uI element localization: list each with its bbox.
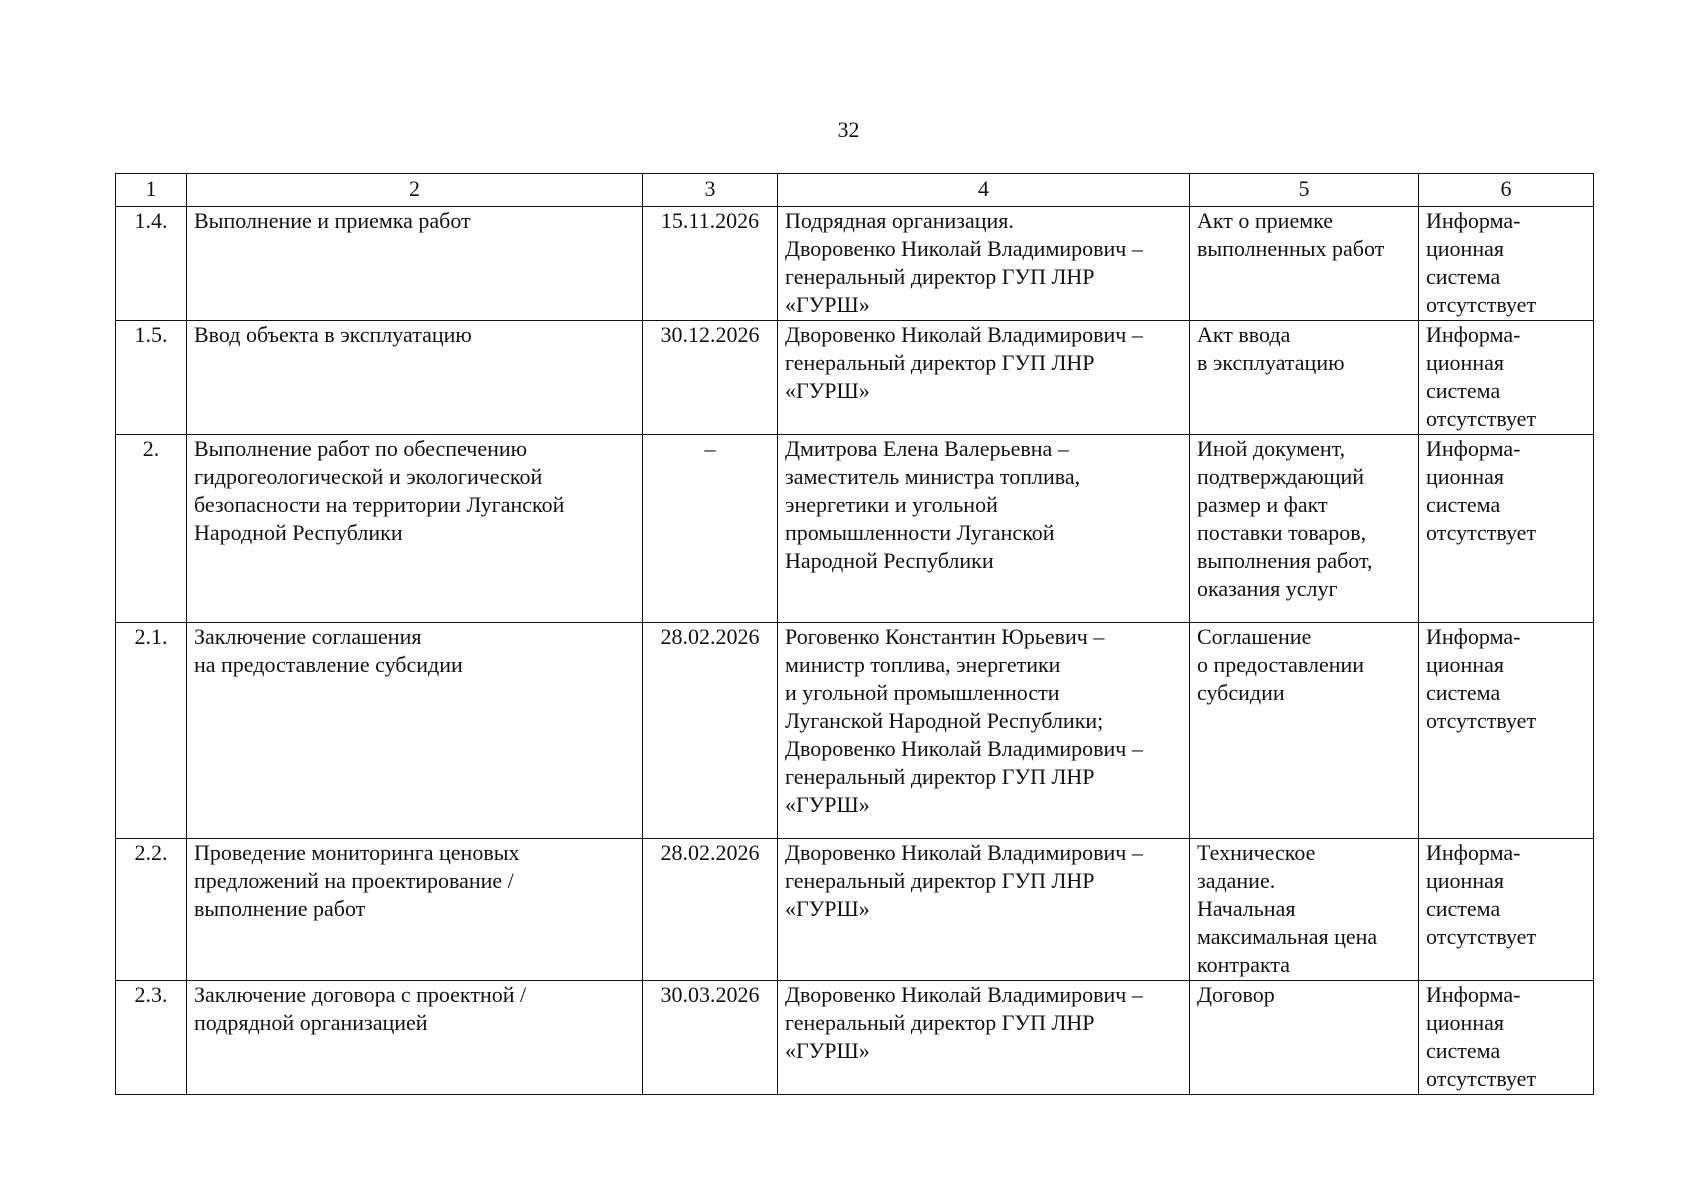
row-date: 30.03.2026	[643, 981, 778, 1095]
row-information-system: Информа- ционная система отсутствует	[1419, 623, 1594, 839]
row-event-name: Ввод объекта в эксплуатацию	[187, 321, 643, 435]
row-date: –	[643, 435, 778, 623]
row-number: 1.5.	[116, 321, 187, 435]
row-date: 28.02.2026	[643, 623, 778, 839]
row-event-name: Проведение мониторинга ценовых предложений на проектирование / выполнение работ	[187, 839, 643, 981]
row-document: Акт о приемке выполненных работ	[1190, 207, 1419, 321]
table-row	[116, 623, 1594, 839]
table-row	[116, 981, 1594, 1095]
row-date: 28.02.2026	[643, 839, 778, 981]
header-cell: 5	[1190, 174, 1419, 207]
header-cell: 3	[643, 174, 778, 207]
plan-table	[115, 173, 1594, 1095]
row-responsible: Дворовенко Николай Владимирович – генеральный директор ГУП ЛНР «ГУРШ»	[778, 839, 1190, 981]
row-date: 15.11.2026	[643, 207, 778, 321]
row-number: 2.	[116, 435, 187, 623]
table-row	[116, 435, 1594, 623]
row-document: Техническое задание. Начальная максимальная цена контракта	[1190, 839, 1419, 981]
row-event-name: Заключение договора с проектной / подрядной организацией	[187, 981, 643, 1095]
row-information-system: Информа- ционная система отсутствует	[1419, 839, 1594, 981]
table-row	[116, 839, 1594, 981]
row-event-name: Выполнение работ по обеспечению гидрогеологической и экологической безопасности на территории Луганской Народной Республики	[187, 435, 643, 623]
row-document: Акт ввода в эксплуатацию	[1190, 321, 1419, 435]
row-number: 2.2.	[116, 839, 187, 981]
header-cell: 1	[116, 174, 187, 207]
row-responsible: Дмитрова Елена Валерьевна – заместитель министра топлива, энергетики и угольной промышленности Луганской Народной Республики	[778, 435, 1190, 623]
table-row	[116, 207, 1594, 321]
row-document: Иной документ, подтверждающий размер и факт поставки товаров, выполнения работ, оказания услуг	[1190, 435, 1419, 623]
row-date: 30.12.2026	[643, 321, 778, 435]
row-document: Соглашение о предоставлении субсидии	[1190, 623, 1419, 839]
page-number: 32	[837, 117, 860, 142]
table-row	[116, 321, 1594, 435]
header-cell: 2	[187, 174, 643, 207]
row-information-system: Информа- ционная система отсутствует	[1419, 435, 1594, 623]
row-event-name: Заключение соглашения на предоставление субсидии	[187, 623, 643, 839]
row-responsible: Дворовенко Николай Владимирович – генеральный директор ГУП ЛНР «ГУРШ»	[778, 321, 1190, 435]
table-header-row	[116, 174, 1594, 207]
row-information-system: Информа- ционная система отсутствует	[1419, 207, 1594, 321]
header-cell: 4	[778, 174, 1190, 207]
row-number: 2.3.	[116, 981, 187, 1095]
row-number: 1.4.	[116, 207, 187, 321]
header-cell: 6	[1419, 174, 1594, 207]
row-document: Договор	[1190, 981, 1419, 1095]
row-information-system: Информа- ционная система отсутствует	[1419, 981, 1594, 1095]
row-responsible: Дворовенко Николай Владимирович – генеральный директор ГУП ЛНР «ГУРШ»	[778, 981, 1190, 1095]
row-event-name: Выполнение и приемка работ	[187, 207, 643, 321]
row-number: 2.1.	[116, 623, 187, 839]
row-information-system: Информа- ционная система отсутствует	[1419, 321, 1594, 435]
row-responsible: Подрядная организация. Дворовенко Николай Владимирович – генеральный директор ГУП ЛНР «ГУРШ»	[778, 207, 1190, 321]
row-responsible: Роговенко Константин Юрьевич – министр топлива, энергетики и угольной промышленности Луганской Народной Республики; Дворовенко Николай Владимирович – генеральный директор ГУП ЛНР «ГУРШ»	[778, 623, 1190, 839]
